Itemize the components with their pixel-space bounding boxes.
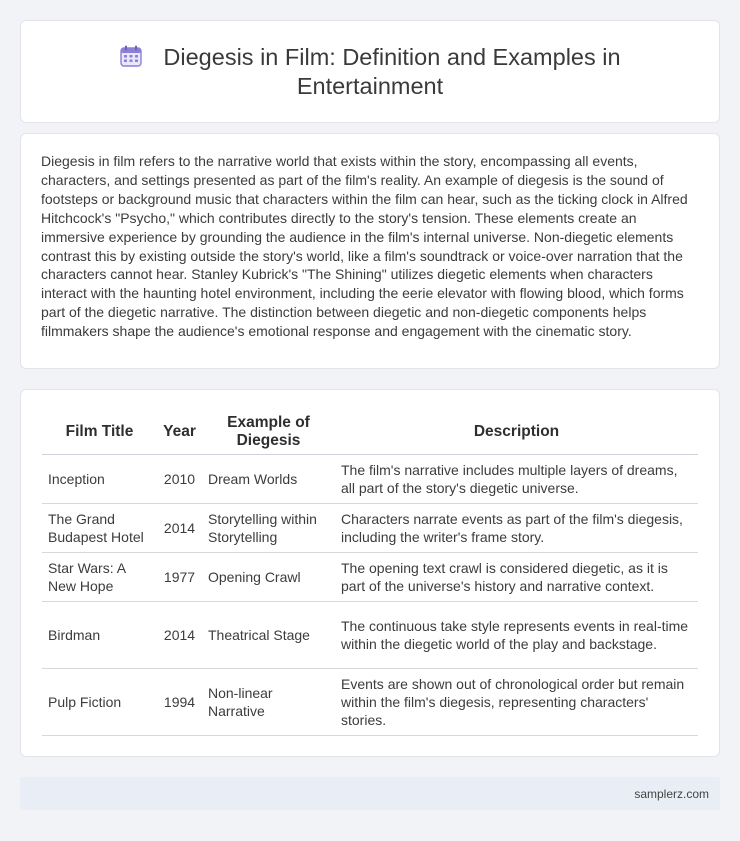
header-description: Description bbox=[335, 410, 698, 455]
title-line-2: Entertainment bbox=[296, 73, 444, 99]
cell-year: 2014 bbox=[157, 602, 202, 669]
cell-film-title: Star Wars: A New Hope bbox=[42, 553, 157, 602]
header-example: Example of Diegesis bbox=[202, 410, 335, 455]
cell-example: Dream Worlds bbox=[202, 455, 335, 504]
cell-film-title: Inception bbox=[42, 455, 157, 504]
cell-description: The opening text crawl is considered diegetic, as it is part of the universe's history and narrative context. bbox=[335, 553, 698, 602]
table-row bbox=[42, 504, 698, 553]
cell-film-title: Pulp Fiction bbox=[42, 669, 157, 736]
page-title bbox=[21, 43, 719, 101]
calendar-icon bbox=[119, 44, 143, 68]
table-row bbox=[42, 455, 698, 504]
title-card bbox=[20, 20, 720, 123]
cell-example: Non-linear Narrative bbox=[202, 669, 335, 736]
intro-card bbox=[20, 133, 720, 369]
cell-year: 2010 bbox=[157, 455, 202, 504]
examples-table-card bbox=[20, 389, 720, 757]
cell-year: 2014 bbox=[157, 504, 202, 553]
cell-description: Events are shown out of chronological order but remain within the film's diegesis, representing characters' stories. bbox=[335, 669, 698, 736]
table-row bbox=[42, 553, 698, 602]
header-film-title: Film Title bbox=[42, 410, 157, 455]
table-row bbox=[42, 669, 698, 736]
cell-example: Storytelling within Storytelling bbox=[202, 504, 335, 553]
cell-example: Opening Crawl bbox=[202, 553, 335, 602]
title-line-1: Diegesis in Film: Definition and Examples in bbox=[163, 44, 621, 70]
cell-year: 1994 bbox=[157, 669, 202, 736]
cell-film-title: The Grand Budapest Hotel bbox=[42, 504, 157, 553]
footer-site-link[interactable]: samplerz.com bbox=[634, 787, 709, 801]
examples-table bbox=[42, 410, 698, 736]
footer bbox=[20, 777, 720, 810]
table-header-row bbox=[42, 410, 698, 455]
cell-description: Characters narrate events as part of the film's diegesis, including the writer's frame story. bbox=[335, 504, 698, 553]
header-year: Year bbox=[157, 410, 202, 455]
cell-example: Theatrical Stage bbox=[202, 602, 335, 669]
cell-description: The film's narrative includes multiple layers of dreams, all part of the story's diegetic universe. bbox=[335, 455, 698, 504]
cell-year: 1977 bbox=[157, 553, 202, 602]
intro-paragraph: Diegesis in film refers to the narrative world that exists within the story, encompassing all events, characters, and settings presented as part of the film's reality. An example of diegesis is the sound of footsteps or background music that characters within the film can hear, such as the ticking clock in Alfred Hitchcock's "Psycho," which contributes directly to the story's tension. These elements create an immersive experience by grounding the audience in the film's internal universe. Non-diegetic elements contrast this by existing outside the story's world, like a film's soundtrack or voice-over narration that the characters cannot hear. Stanley Kubrick's "The Shining" utilizes diegetic elements when characters interact with the haunting hotel environment, including the eerie elevator with flowing blood, which forms part of the diegetic narrative. The distinction between diegetic and non-diegetic components helps filmmakers shape the audience's emotional response and engagement with the cinematic story. bbox=[41, 153, 688, 340]
cell-film-title: Birdman bbox=[42, 602, 157, 669]
table-row bbox=[42, 602, 698, 669]
cell-description: The continuous take style represents events in real-time within the diegetic world of the play and backstage. bbox=[335, 602, 698, 669]
